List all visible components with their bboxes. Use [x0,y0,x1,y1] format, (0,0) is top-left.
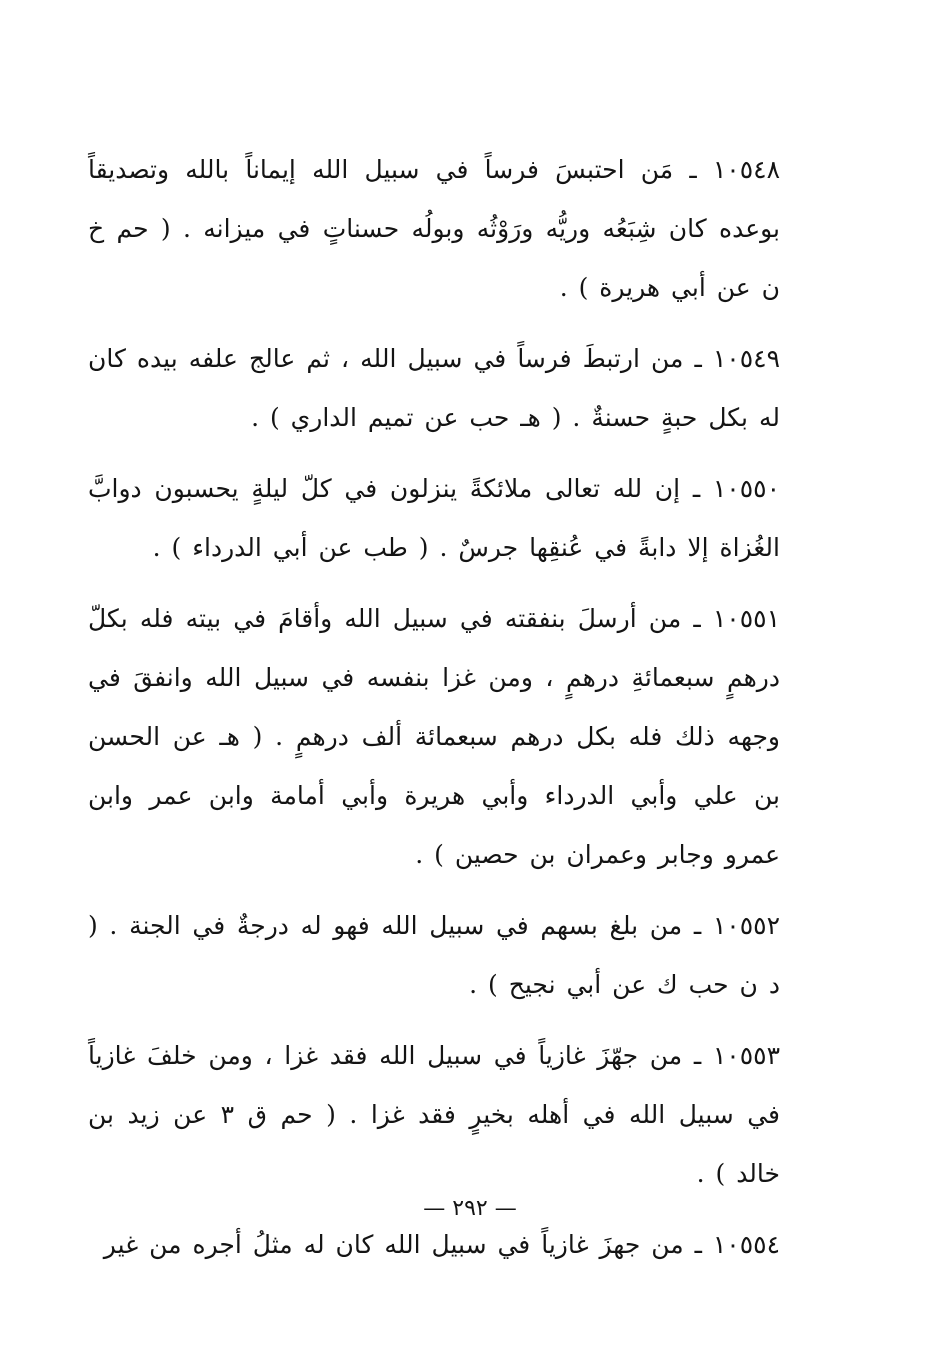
hadith-entry [88,1026,780,1203]
entry-number: ١٠٥٥٤ [712,1230,780,1259]
entry-number: ١٠٥٥١ [712,604,780,633]
entry-number: ١٠٥٥٠ [712,474,780,503]
hadith-entry [88,1215,780,1274]
entry-text: ـ من جهزَ غازياً في سبيل الله كان له مثلُ أجره من غير [103,1230,713,1259]
entry-text: ـ من ارتبطَ فرساً في سبيل الله ، ثم عالج علفه بيده كان له بكل حبةٍ حسنةٌ . ( هـ حب عن تميم الداري ) . [88,344,780,432]
entry-number: ١٠٥٥٢ [712,911,780,940]
entry-text: ـ إن لله تعالى ملائكةً ينزلون في كلّ ليلةٍ يحسبون دوابَّ الغُزاة إلا دابةً في عُنقِها جرسٌ . ( طب عن أبي الدرداء ) . [88,474,780,562]
hadith-text-block [88,140,780,1286]
hadith-entry [88,329,780,447]
page-number: — ٢٩٢ — [423,1196,517,1221]
entry-number: ١٠٥٤٨ [712,155,780,184]
entry-text: ـ من بلغ بسهم في سبيل الله فهو له درجةٌ في الجنة . ( د ن حب ك عن أبي نجيح ) . [88,911,780,999]
hadith-entry [88,589,780,884]
hadith-entry [88,896,780,1014]
entry-number: ١٠٥٤٩ [712,344,780,373]
entry-text: ـ من جهّزَ غازياً في سبيل الله فقد غزا ، ومن خلفَ غازياً في سبيل الله في أهله بخيرٍ فقد غزا . ( حم ق ٣ عن زيد بن خالد ) . [88,1041,780,1188]
entry-text: ـ مَن احتبسَ فرساً في سبيل الله إيماناً بالله وتصديقاً بوعده كان شِبَعُه وريُّه ورَوْثُه وبولُه حسناتٍ في ميزانه . ( حم خ ن عن أبي هريرة ) . [88,155,780,302]
entry-text: ـ من أرسلَ بنفقته في سبيل الله وأقامَ في بيته فله بكلّ درهمٍ سبعمائةِ درهمٍ ، ومن غزا بنفسه في سبيل الله وانفقَ في وجهه ذلك فله بكل درهم سبعمائة ألف درهمٍ . ( هـ عن الحسن بن علي وأبي الدرداء وأبي هريرة وأبي أمامة وابن عمر وابن عمرو وجابر وعمران بن حصين ) . [88,604,780,869]
entry-number: ١٠٥٥٣ [712,1041,780,1070]
hadith-entry [88,459,780,577]
hadith-entry [88,140,780,317]
